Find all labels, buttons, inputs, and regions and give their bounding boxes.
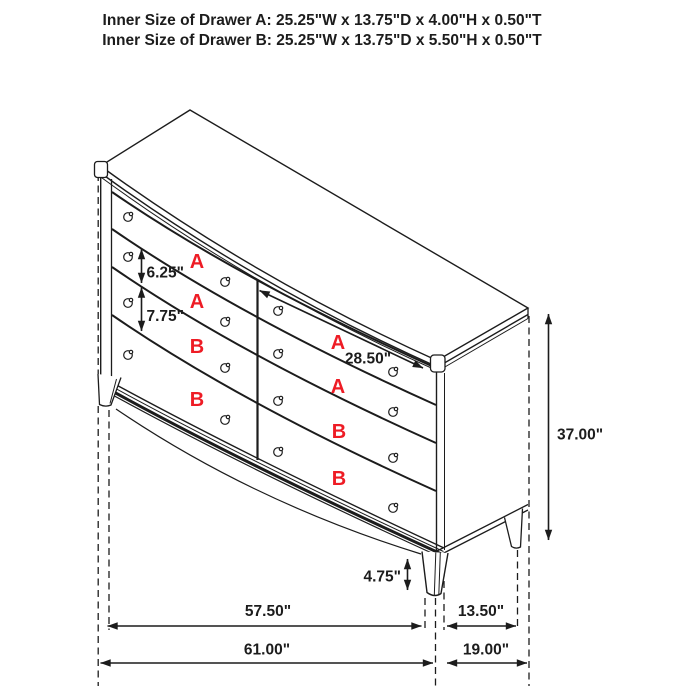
dimension-drawer-width [260, 291, 424, 369]
dimension-label: 28.50" [344, 350, 392, 368]
drawer-label: A [189, 251, 205, 273]
front-right-leg [422, 552, 448, 596]
dimension-side-width [447, 603, 516, 626]
dimension-label: 13.50" [457, 603, 505, 620]
drawer-knob [124, 350, 133, 359]
drawer-knob [221, 317, 230, 326]
base-apron [100, 376, 444, 558]
dimension-label: 37.00" [557, 426, 604, 444]
top-right-corner-post [431, 355, 446, 372]
dimension-drawer-a-height [142, 249, 185, 283]
dimension-overall-height [549, 314, 604, 540]
dresser-left-side [98, 167, 111, 686]
drawer-knob [274, 349, 283, 358]
drawer-label: B [331, 468, 347, 490]
drawer-knob [221, 277, 230, 286]
dimension-overall-width [101, 642, 434, 664]
drawer-knob [389, 367, 398, 376]
dimension-line [260, 291, 424, 369]
drawer-label: A [330, 332, 346, 354]
dimension-front-width [108, 603, 422, 626]
drawer-knob [389, 453, 398, 462]
drawer-knob [221, 363, 230, 372]
title-line-1: Inner Size of Drawer A: 25.25"W x 13.75"D x 4.00"H x 0.50"T [102, 12, 542, 29]
dresser-right-side [437, 316, 530, 686]
dimension-label: 61.00" [243, 641, 291, 659]
drawer-knob [389, 503, 398, 512]
drawer-knob [221, 415, 230, 424]
dimension-leg-height [363, 559, 407, 590]
drawer-label: B [331, 421, 347, 443]
dimension-label: 4.75" [363, 568, 401, 586]
drawer-label: B [189, 336, 205, 358]
drawer-knob [389, 407, 398, 416]
drawer-knob [124, 252, 133, 261]
dimension-label: 7.75" [146, 308, 185, 325]
drawer-label: A [330, 376, 346, 398]
drawer-front-boundaries [112, 192, 436, 491]
drawer-label: A [189, 291, 205, 313]
drawer-knob [274, 396, 283, 405]
drawer-label: B [189, 389, 205, 411]
dimension-drawer-b-height [142, 288, 185, 332]
drawer-knob [124, 212, 133, 221]
dimension-label: 57.50" [244, 603, 292, 620]
drawer-knob [124, 298, 133, 307]
dresser-top [100, 110, 528, 371]
drawer-knob [274, 447, 283, 456]
dimension-label: 6.25" [146, 264, 185, 282]
title-line-2: Inner Size of Drawer B: 25.25"W x 13.75"D x 5.50"H x 0.50"T [102, 32, 542, 49]
drawer-knob [274, 306, 283, 315]
top-left-corner-post [95, 162, 108, 178]
dimension-label: 19.00" [462, 641, 510, 659]
dimension-overall-depth [447, 642, 527, 664]
